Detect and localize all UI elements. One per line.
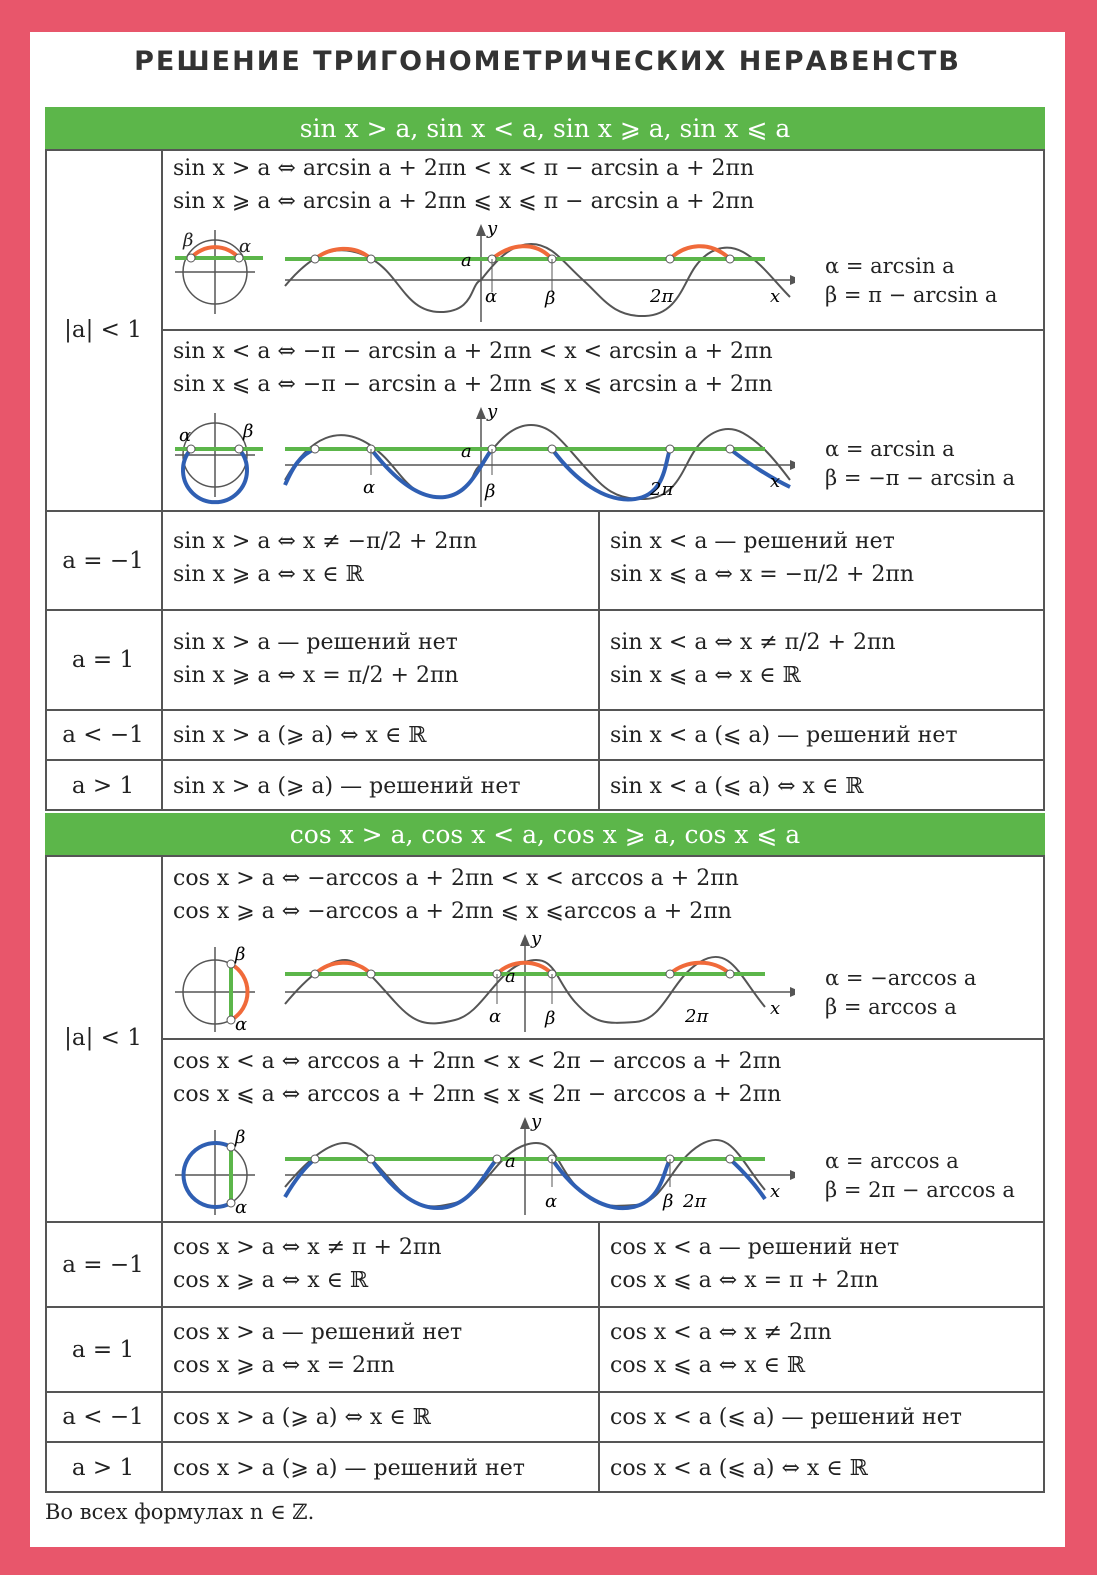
legend-line: α = arccos a [825,1149,959,1173]
row-left [163,525,597,591]
row-left [163,1316,597,1382]
legend-line: β = −π − arcsin a [825,466,1015,490]
formula-line: sin x < a (⩽ a) ⇔ x ∈ ℝ [610,774,864,799]
sin-block2-line1: sin x < a ⇔ −π − arcsin a + 2πn < x < arcsin a + 2πn [173,339,773,364]
formula-line: sin x ⩽ a ⇔ x ∈ ℝ [610,663,801,688]
row-label: a > 1 [71,773,135,799]
row-left [163,1452,597,1485]
row-right [600,1231,1044,1297]
cos-block1-formulas [163,862,1043,928]
circle-alpha: α [239,236,252,257]
legend-line: α = −arccos a [825,966,977,990]
cos-block2-legend [825,1147,1015,1205]
graph-beta: β [485,481,496,502]
row-left [163,626,597,692]
cos-block2-line1: cos x < a ⇔ arccos a + 2πn < x < 2π − arccos a + 2πn [173,1049,782,1074]
circle-alpha: α [179,425,192,446]
graph-alpha: α [489,1006,502,1027]
formula-line: cos x ⩽ a ⇔ x ∈ ℝ [610,1353,806,1378]
formula-line: sin x > a (⩾ a) ⇔ x ∈ ℝ [173,723,427,748]
cos-abs-label: |a| < 1 [64,1025,142,1051]
row-label: a < −1 [62,722,144,748]
formula-line: sin x > a — решений нет [173,630,458,655]
cos-block1-legend [825,964,976,1022]
formula-line: cos x > a (⩾ a) — решений нет [173,1456,525,1481]
sin-header-band [45,107,1045,151]
legend-line: α = arcsin a [825,437,955,461]
formula-line: sin x < a ⇔ x ≠ π/2 + 2πn [610,630,896,655]
formula-line: sin x ⩾ a ⇔ x = π/2 + 2πn [173,663,459,688]
circle-beta: β [243,421,254,442]
axis-a-label: a [461,441,472,462]
sin-block2-line2: sin x ⩽ a ⇔ −π − arcsin a + 2πn ⩽ x ⩽ arcsin a + 2πn [173,372,773,397]
poster-card [30,32,1065,1547]
cos-block2-formulas [163,1045,1043,1111]
cos-block2-line2: cos x ⩽ a ⇔ arccos a + 2πn ⩽ x ⩽ 2π − arccos a + 2πn [173,1082,782,1107]
cos-header-band [45,813,1045,857]
cos-block1-line1: cos x > a ⇔ −arccos a + 2πn < x < arccos a + 2πn [173,866,739,891]
cos-graph-1 [165,932,795,1037]
sin-header: sin x > a, sin x < a, sin x ⩾ a, sin x ⩽ a [299,114,791,143]
legend-line: β = arccos a [825,995,957,1019]
row-right [600,1316,1044,1382]
row-label: a > 1 [71,1455,135,1481]
formula-line: cos x < a (⩽ a) — решений нет [610,1405,962,1430]
legend-line: β = 2π − arccos a [825,1178,1015,1202]
axis-a-label: a [505,1151,516,1172]
row-label: a = 1 [71,1336,135,1363]
axis-x-label: x [770,998,781,1019]
graph-alpha: α [485,286,498,307]
legend-line: α = arcsin a [825,254,955,278]
legend-line: β = π − arcsin a [825,283,998,307]
row-right [600,525,1044,591]
formula-line: cos x < a (⩽ a) ⇔ x ∈ ℝ [610,1456,868,1481]
formula-line: sin x ⩾ a ⇔ x ∈ ℝ [173,562,364,587]
row-right [600,1401,1044,1434]
circle-beta: β [235,1127,246,1148]
axis-x-label: x [770,286,781,307]
graph-alpha: α [363,477,376,498]
formula-line: sin x ⩽ a ⇔ x = −π/2 + 2πn [610,562,915,587]
sin-graph-1 [165,222,795,327]
axis-y-label: y [487,405,498,422]
sin-block1-line2: sin x ⩾ a ⇔ arcsin a + 2πn ⩽ x ⩽ π − arcsin a + 2πn [173,189,755,214]
formula-line: cos x ⩾ a ⇔ x ∈ ℝ [173,1268,369,1293]
graph-2pi: 2π [650,479,674,500]
sin-block2-formulas [163,335,1043,401]
graph-2pi: 2π [683,1191,707,1212]
formula-line: cos x < a — решений нет [610,1235,900,1260]
row-left [163,1231,597,1297]
formula-line: cos x > a (⩾ a) ⇔ x ∈ ℝ [173,1405,431,1430]
page-title: РЕШЕНИЕ ТРИГОНОМЕТРИЧЕСКИХ НЕРАВЕНСТВ [134,46,961,77]
row-right [600,626,1044,692]
formula-line: sin x > a ⇔ x ≠ −π/2 + 2πn [173,529,478,554]
axis-y-label: y [531,1115,542,1132]
graph-2pi: 2π [685,1006,709,1027]
row-right [600,1452,1044,1485]
row-label: a < −1 [62,1404,144,1430]
row-right [600,719,1044,752]
formula-line: sin x > a (⩾ a) — решений нет [173,774,521,799]
circle-beta: β [235,944,246,965]
graph-beta: β [545,288,556,309]
formula-line: sin x < a (⩽ a) — решений нет [610,723,958,748]
axis-y-label: y [531,932,542,949]
formula-line: cos x ⩾ a ⇔ x = 2πn [173,1353,395,1378]
graph-beta: β [663,1191,674,1212]
footer-note: Во всех формулах n ∈ ℤ. [45,1500,315,1524]
cos-graph-2 [165,1115,795,1220]
row-left [163,1401,597,1434]
cos-block1-line2: cos x ⩾ a ⇔ −arccos a + 2πn ⩽ x ⩽arccos a + 2πn [173,899,732,924]
sin-block1-line1: sin x > a ⇔ arcsin a + 2πn < x < π − arcsin a + 2πn [173,156,755,181]
formula-line: cos x ⩽ a ⇔ x = π + 2πn [610,1268,879,1293]
circle-beta: β [183,230,194,251]
sin-block1-legend [825,252,997,310]
graph-beta: β [545,1008,556,1029]
circle-alpha: α [235,1197,248,1218]
row-label: a = 1 [71,647,135,673]
row-label: a = −1 [62,547,144,574]
sin-graph-2 [165,405,795,510]
formula-line: cos x < a ⇔ x ≠ 2πn [610,1320,832,1345]
sin-block2-legend [825,435,1015,493]
row-right [600,770,1044,803]
sin-block1-formulas [163,152,1043,218]
axis-x-label: x [770,471,781,492]
axis-a-label: a [461,250,472,271]
formula-line: cos x > a ⇔ x ≠ π + 2πn [173,1235,442,1260]
graph-alpha: α [545,1191,558,1212]
row-label: a = −1 [62,1251,144,1278]
axis-y-label: y [487,222,498,239]
row-left [163,770,597,803]
axis-a-label: a [505,966,516,987]
graph-2pi: 2π [650,286,674,307]
cos-header: cos x > a, cos x < a, cos x ⩾ a, cos x ⩽ a [289,820,801,849]
formula-line: cos x > a — решений нет [173,1320,463,1345]
formula-line: sin x < a — решений нет [610,529,895,554]
row-left [163,719,597,752]
sin-abs-label: |a| < 1 [64,316,142,343]
circle-alpha: α [235,1014,248,1035]
axis-x-label: x [770,1181,781,1202]
